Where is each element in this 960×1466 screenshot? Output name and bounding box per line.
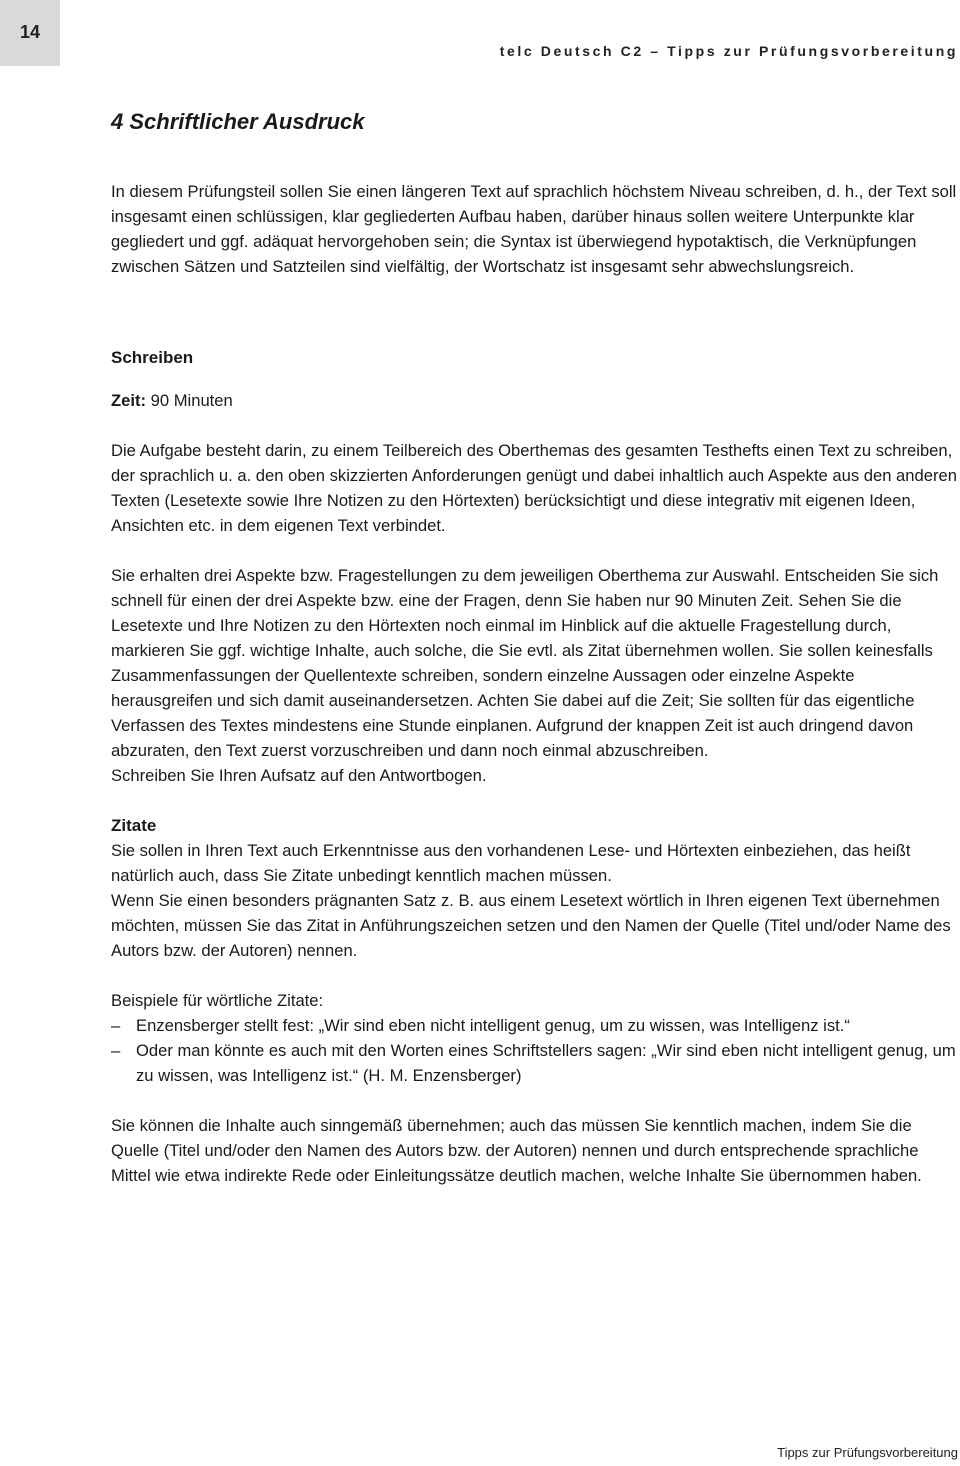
answer-sheet-line: Schreiben Sie Ihren Aufsatz auf den Antwortbogen. bbox=[111, 766, 487, 785]
list-item bbox=[111, 1038, 957, 1088]
page-number-box bbox=[0, 0, 60, 66]
time-value: 90 Minuten bbox=[146, 391, 233, 410]
page-footer: Tipps zur Prüfungsvorbereitung bbox=[777, 1445, 958, 1460]
quotes-paragraph-1: Sie sollen in Ihren Text auch Erkenntnisse aus den vorhandenen Lese- und Hörtexten einbeziehen, das heißt natürlich auch, dass Sie Zitate unbedingt kenntlich machen müssen. bbox=[111, 841, 911, 885]
time-label: Zeit: bbox=[111, 391, 147, 410]
example-text: Oder man könnte es auch mit den Worten eines Schriftstellers sagen: „Wir sind eben nicht intelligent genug, um zu wissen, was Intelligenz ist.“ (H. M. Enzensberger) bbox=[136, 1041, 956, 1085]
intro-paragraph: In diesem Prüfungsteil sollen Sie einen längeren Text auf sprachlich höchstem Niveau schreiben, d. h., der Text soll insgesamt einen schlüssigen, klar gegliederten Aufbau haben, darüber hinaus sollen weitere Unterpunkte klar gegliedert und ggf. adäquat hervorgehoben sein; die Syntax ist überwiegend hypotaktisch, die Verknüpfungen zwischen Sätzen und Satzteilen sind vielfältig, der Wortschatz ist insgesamt sehr abwechslungsreich. bbox=[111, 182, 957, 276]
instructions-paragraph: Sie erhalten drei Aspekte bzw. Fragestellungen zu dem jeweiligen Oberthema zur Auswahl. Entscheiden Sie sich schnell für einen der drei Aspekte bzw. eine der Fragen, denn Sie haben nur 90 Minuten Zeit. Sehen Sie die Lesetexte und Ihre Notizen zu den Hörtexten noch einmal im Hinblick auf die aktuelle Fragestellung durch, markieren Sie ggf. wichtige Inhalte, auch solche, die Sie evtl. als Zitat übernehmen wollen. Sie sollen keinesfalls Zusammenfassungen der Quellentexte schreiben, sondern einzelne Aussagen oder einzelne Aspekte herausgreifen und sich damit auseinandersetzen. Achten Sie dabei auf die Zeit; Sie sollten für das eigentliche Verfassen des Textes mindestens eine Stunde einplanen. Aufgrund der knappen Zeit ist auch dringend davon abzuraten, den Text zuerst vorzuschreiben und dann noch einmal abzuschreiben. bbox=[111, 566, 939, 760]
quotes-paragraph-2: Wenn Sie einen besonders prägnanten Satz z. B. aus einem Lesetext wörtlich in Ihren eigenen Text übernehmen möchten, müssen Sie das Zitat in Anführungszeichen setzen und den Namen der Quelle (Titel und/oder Name des Autors bzw. der Autoren) nennen. bbox=[111, 891, 951, 960]
quotes-heading: Zitate bbox=[111, 816, 157, 835]
examples-list bbox=[111, 1013, 957, 1088]
task-paragraph: Die Aufgabe besteht darin, zu einem Teilbereich des Oberthemas des gesamten Testhefts einen Text zu schreiben, der sprachlich u. a. den oben skizzierten Anforderungen genügt und dabei inhaltlich auch Aspekte aus den anderen Texten (Lesetexte sowie Ihre Notizen zu den Hörtexten) berücksichtigt und diese integrativ mit eigenen Ideen, Ansichten etc. in dem eigenen Text verbindet. bbox=[111, 441, 957, 535]
dash-bullet: – bbox=[111, 1041, 121, 1060]
dash-bullet: – bbox=[111, 1016, 121, 1035]
time-line bbox=[111, 388, 957, 413]
page-content bbox=[111, 108, 957, 1188]
page-number: 14 bbox=[19, 22, 41, 42]
section-heading-schreiben: Schreiben bbox=[111, 348, 194, 367]
example-text: Enzensberger stellt fest: „Wir sind eben nicht intelligent genug, um zu wissen, was Intelligenz ist.“ bbox=[136, 1016, 850, 1035]
list-item bbox=[111, 1013, 957, 1038]
paraphrase-paragraph: Sie können die Inhalte auch sinngemäß übernehmen; auch das müssen Sie kenntlich machen, indem Sie die Quelle (Titel und/oder den Namen des Autors bzw. der Autoren) nennen und durch entsprechende sprachliche Mittel wie etwa indirekte Rede oder Einleitungssätze deutlich machen, welche Inhalte Sie übernommen haben. bbox=[111, 1116, 922, 1185]
examples-intro: Beispiele für wörtliche Zitate: bbox=[111, 991, 324, 1010]
running-header: telc Deutsch C2 – Tipps zur Prüfungsvorbereitung bbox=[499, 43, 958, 59]
chapter-title: 4 Schriftlicher Ausdruck bbox=[111, 109, 365, 134]
